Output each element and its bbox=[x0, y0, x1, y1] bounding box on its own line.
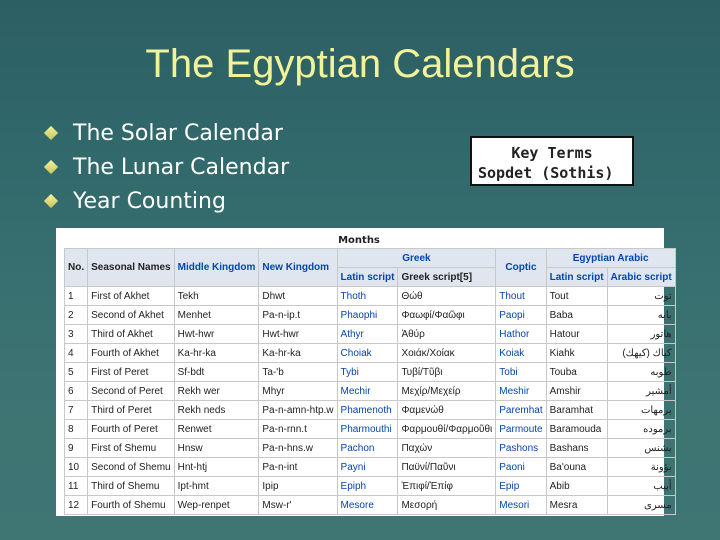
table-cell: Ipt-hmt bbox=[174, 477, 259, 496]
table-cell: 7 bbox=[65, 401, 88, 420]
col-no: No. bbox=[65, 249, 88, 287]
table-cell[interactable]: Tybi bbox=[337, 363, 398, 382]
table-cell: بابه bbox=[607, 306, 675, 325]
table-cell: 4 bbox=[65, 344, 88, 363]
table-row bbox=[65, 439, 676, 458]
table-cell: Θώθ bbox=[398, 287, 496, 306]
table-cell: 10 bbox=[65, 458, 88, 477]
diamond-bullet-icon bbox=[44, 160, 58, 174]
table-cell: Φαρμουθί/Φαρμοῦθι bbox=[398, 420, 496, 439]
table-cell: Sf-bdt bbox=[174, 363, 259, 382]
table-cell: برمهات bbox=[607, 401, 675, 420]
table-cell: First of Peret bbox=[88, 363, 175, 382]
table-cell[interactable]: Choiak bbox=[337, 344, 398, 363]
table-cell: First of Shemu bbox=[88, 439, 175, 458]
table-cell: Second of Peret bbox=[88, 382, 175, 401]
table-cell: 5 bbox=[65, 363, 88, 382]
col-greek-script: Greek script[5] bbox=[398, 268, 496, 287]
table-cell[interactable]: Meshir bbox=[496, 382, 546, 401]
table-cell: 1 bbox=[65, 287, 88, 306]
group-greek[interactable]: Greek bbox=[337, 249, 496, 268]
table-cell: Hwt-hwr bbox=[174, 325, 259, 344]
table-cell: Baba bbox=[546, 306, 607, 325]
diamond-bullet-icon bbox=[44, 194, 58, 208]
table-cell: Rekh neds bbox=[174, 401, 259, 420]
table-cell[interactable]: Pachon bbox=[337, 439, 398, 458]
table-row bbox=[65, 306, 676, 325]
table-cell[interactable]: Hathor bbox=[496, 325, 546, 344]
table-cell[interactable]: Mesori bbox=[496, 496, 546, 515]
table-cell[interactable]: Pharmouthi bbox=[337, 420, 398, 439]
table-cell[interactable]: Tobi bbox=[496, 363, 546, 382]
table-cell: Tekh bbox=[174, 287, 259, 306]
table-row bbox=[65, 363, 676, 382]
table-cell: Μεσορή bbox=[398, 496, 496, 515]
table-cell: Abib bbox=[546, 477, 607, 496]
col-coptic[interactable]: Coptic bbox=[496, 249, 546, 287]
bullet-text: The Lunar Calendar bbox=[73, 154, 290, 180]
table-cell: First of Akhet bbox=[88, 287, 175, 306]
table-cell: 6 bbox=[65, 382, 88, 401]
table-cell[interactable]: Thoth bbox=[337, 287, 398, 306]
table-cell: Hnsw bbox=[174, 439, 259, 458]
table-cell: Pa-n-rnn.t bbox=[259, 420, 337, 439]
table-cell: Ka-hr-ka bbox=[174, 344, 259, 363]
table-cell: Hwt-hwr bbox=[259, 325, 337, 344]
table-cell[interactable]: Mesore bbox=[337, 496, 398, 515]
table-cell[interactable]: Phaophi bbox=[337, 306, 398, 325]
table-cell: Third of Peret bbox=[88, 401, 175, 420]
months-table-image bbox=[56, 228, 672, 516]
table-cell: Renwet bbox=[174, 420, 259, 439]
table-cell: Παϋνί/Παῦνι bbox=[398, 458, 496, 477]
table-cell: Φαωφί/Φαῶφι bbox=[398, 306, 496, 325]
bullet-item bbox=[46, 150, 289, 184]
bullet-list bbox=[46, 116, 289, 218]
table-cell: برموده bbox=[607, 420, 675, 439]
table-cell[interactable]: Paoni bbox=[496, 458, 546, 477]
table-row bbox=[65, 382, 676, 401]
table-cell[interactable]: Payni bbox=[337, 458, 398, 477]
bullet-text: The Solar Calendar bbox=[73, 120, 283, 146]
table-cell: Ba'ouna bbox=[546, 458, 607, 477]
table-cell[interactable]: Phamenoth bbox=[337, 401, 398, 420]
table-cell[interactable]: Mechir bbox=[337, 382, 398, 401]
table-cell: 8 bbox=[65, 420, 88, 439]
table-cell: هاتور bbox=[607, 325, 675, 344]
table-cell: Second of Shemu bbox=[88, 458, 175, 477]
table-cell: Wep-renpet bbox=[174, 496, 259, 515]
table-cell: Ipip bbox=[259, 477, 337, 496]
table-cell: Ka-hr-ka bbox=[259, 344, 337, 363]
table-cell[interactable]: Pashons bbox=[496, 439, 546, 458]
table-cell: Ἐπιφί/Ἐπίφ bbox=[398, 477, 496, 496]
table-cell: Second of Akhet bbox=[88, 306, 175, 325]
table-cell: Rekh wer bbox=[174, 382, 259, 401]
table-cell: Pa-n-hns.w bbox=[259, 439, 337, 458]
table-cell: Third of Akhet bbox=[88, 325, 175, 344]
table-cell: أبيب bbox=[607, 477, 675, 496]
table-row bbox=[65, 401, 676, 420]
table-cell: Fourth of Peret bbox=[88, 420, 175, 439]
table-cell: Third of Shemu bbox=[88, 477, 175, 496]
col-greek-latin[interactable]: Latin script bbox=[337, 268, 398, 287]
table-cell[interactable]: Athyr bbox=[337, 325, 398, 344]
table-cell: بشنس bbox=[607, 439, 675, 458]
table-row bbox=[65, 344, 676, 363]
bullet-text: Year Counting bbox=[73, 188, 226, 214]
table-cell[interactable]: Paremhat bbox=[496, 401, 546, 420]
table-cell: Hnt-htj bbox=[174, 458, 259, 477]
table-cell: Menhet bbox=[174, 306, 259, 325]
bullet-item bbox=[46, 184, 289, 218]
table-cell: Παχών bbox=[398, 439, 496, 458]
months-table bbox=[64, 248, 676, 515]
table-cell[interactable]: Thout bbox=[496, 287, 546, 306]
table-cell: Dhwt bbox=[259, 287, 337, 306]
table-cell: كياك (كيهك) bbox=[607, 344, 675, 363]
key-terms-heading: Key Terms bbox=[511, 144, 593, 162]
table-row bbox=[65, 458, 676, 477]
table-cell: Pa-n-ip.t bbox=[259, 306, 337, 325]
table-cell: Τυβί/Τῦβι bbox=[398, 363, 496, 382]
col-middle-kingdom[interactable]: Middle Kingdom bbox=[174, 249, 259, 287]
table-cell: Mesra bbox=[546, 496, 607, 515]
table-cell[interactable]: Epip bbox=[496, 477, 546, 496]
table-cell: Ta-'b bbox=[259, 363, 337, 382]
table-cell[interactable]: Koiak bbox=[496, 344, 546, 363]
table-cell: طوبه bbox=[607, 363, 675, 382]
group-egyptian-arabic[interactable]: Egyptian Arabic bbox=[546, 249, 675, 268]
table-cell: 12 bbox=[65, 496, 88, 515]
diamond-bullet-icon bbox=[44, 126, 58, 140]
table-cell[interactable]: Parmoute bbox=[496, 420, 546, 439]
table-cell[interactable]: Paopi bbox=[496, 306, 546, 325]
table-cell: 9 bbox=[65, 439, 88, 458]
table-cell: 11 bbox=[65, 477, 88, 496]
table-cell: Mhyr bbox=[259, 382, 337, 401]
key-terms-box bbox=[470, 136, 634, 186]
table-cell: Μεχίρ/Μεχείρ bbox=[398, 382, 496, 401]
table-row bbox=[65, 287, 676, 306]
table-cell: Pa-n-int bbox=[259, 458, 337, 477]
table-cell: بؤونة bbox=[607, 458, 675, 477]
table-cell: مسرى bbox=[607, 496, 675, 515]
table-cell: Kiahk bbox=[546, 344, 607, 363]
table-caption: Months bbox=[338, 235, 380, 246]
table-body bbox=[65, 287, 676, 515]
table-cell: 3 bbox=[65, 325, 88, 344]
table-cell: Touba bbox=[546, 363, 607, 382]
table-cell: Baramouda bbox=[546, 420, 607, 439]
table-cell: 2 bbox=[65, 306, 88, 325]
table-row bbox=[65, 420, 676, 439]
col-seasonal: Seasonal Names bbox=[88, 249, 175, 287]
table-row bbox=[65, 325, 676, 344]
table-row bbox=[65, 496, 676, 515]
col-new-kingdom[interactable]: New Kingdom bbox=[259, 249, 337, 287]
slide-title: The Egyptian Calendars bbox=[145, 42, 575, 86]
key-term: Sopdet (Sothis) bbox=[478, 164, 614, 182]
table-cell: توت bbox=[607, 287, 675, 306]
table-row bbox=[65, 477, 676, 496]
table-cell: Fourth of Shemu bbox=[88, 496, 175, 515]
table-cell: Amshir bbox=[546, 382, 607, 401]
table-cell: Pa-n-amn-htp.w bbox=[259, 401, 337, 420]
bullet-item bbox=[46, 116, 289, 150]
table-cell: Msw-r' bbox=[259, 496, 337, 515]
table-cell: Fourth of Akhet bbox=[88, 344, 175, 363]
table-cell: Tout bbox=[546, 287, 607, 306]
table-cell: Χοιάκ/Χοίακ bbox=[398, 344, 496, 363]
col-arabic-latin[interactable]: Latin script bbox=[546, 268, 607, 287]
table-cell: Bashans bbox=[546, 439, 607, 458]
table-cell: أمشير bbox=[607, 382, 675, 401]
table-cell: Φαμενώθ bbox=[398, 401, 496, 420]
table-cell[interactable]: Epiph bbox=[337, 477, 398, 496]
table-cell: Hatour bbox=[546, 325, 607, 344]
table-cell: Ἀθύρ bbox=[398, 325, 496, 344]
col-arabic-script[interactable]: Arabic script bbox=[607, 268, 675, 287]
table-cell: Baramhat bbox=[546, 401, 607, 420]
